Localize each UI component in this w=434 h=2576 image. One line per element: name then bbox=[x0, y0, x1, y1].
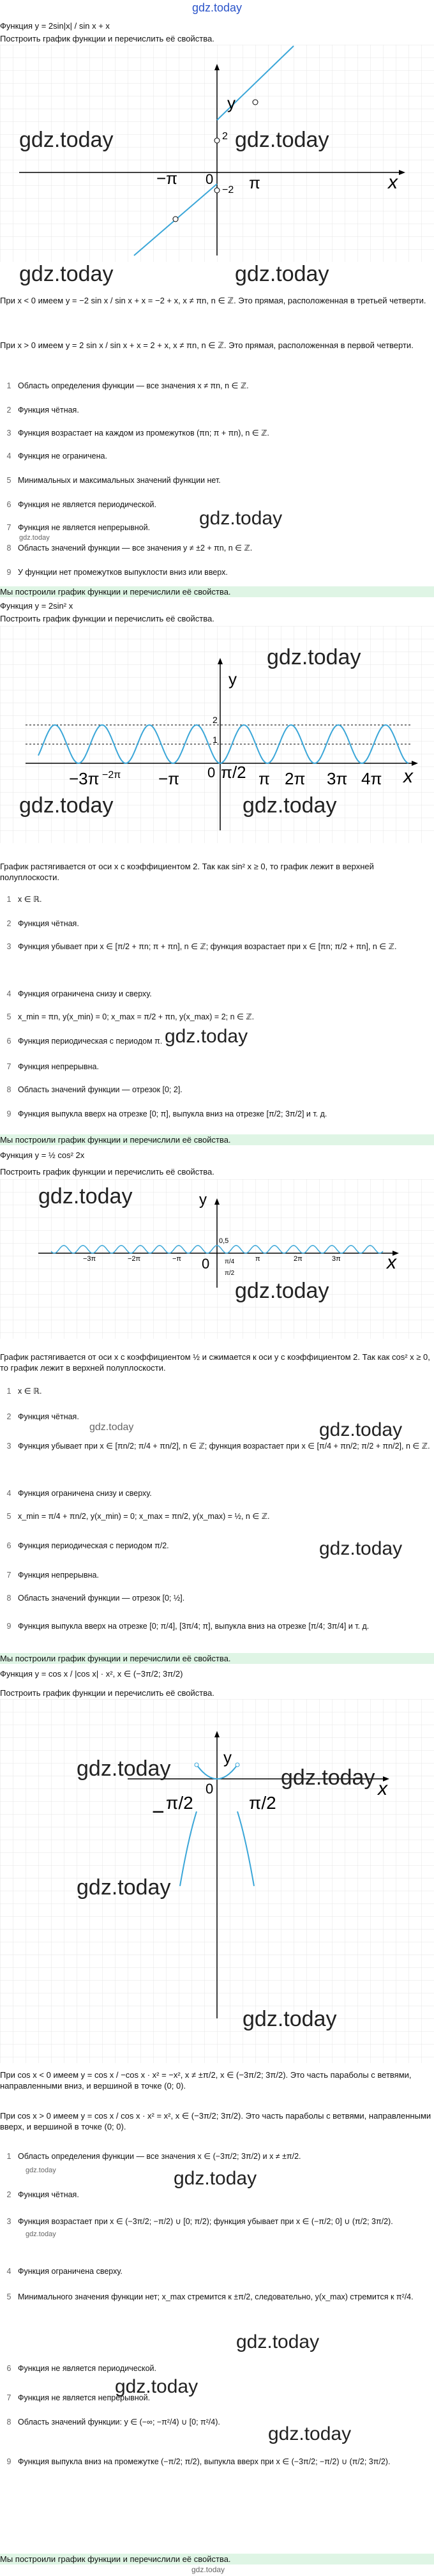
s2-conclusion: Мы построили график функции и перечислили её свойства. bbox=[0, 1134, 434, 1145]
s4-graph bbox=[0, 1699, 434, 2063]
s2-y-label: y bbox=[228, 669, 237, 689]
s3-task: Построить график функции и перечислить её свойства. bbox=[0, 1167, 214, 1177]
s2-tick: 3π bbox=[327, 769, 348, 788]
s3-item-3: 3 Функция убывает при x ∈ [πn/2; π/4 + πn/2], n ∈ ℤ; функция возрастает при x ∈ [π/4 + πn/2; π/2 + πn/2], n ∈ ℤ. bbox=[6, 1442, 430, 1451]
watermark: gdz.today bbox=[235, 1279, 329, 1303]
s3-y-label: y bbox=[199, 1191, 207, 1208]
s1-item-6: 6 Функция не является периодической. bbox=[6, 500, 156, 509]
s3-item-7: 7 Функция непрерывна. bbox=[6, 1571, 99, 1580]
s1-open-point-top bbox=[214, 138, 220, 143]
s2-tick: π bbox=[258, 769, 270, 788]
s3-tick-pi4: π/4 bbox=[225, 1258, 235, 1265]
s1-tick-pi: π bbox=[249, 173, 260, 192]
s2-tick-1: 1 bbox=[213, 735, 218, 745]
s2-item-2: 2 Функция чётная. bbox=[6, 919, 79, 928]
s2-tick: −3π bbox=[69, 769, 100, 788]
watermark: gdz.today bbox=[77, 1757, 171, 1781]
s3-item-6: 6 Функция периодическая с периодом π/2. bbox=[6, 1541, 169, 1550]
s1-open-point-bottom bbox=[214, 188, 220, 193]
s3-tick-pi2: π/2 bbox=[225, 1270, 235, 1277]
s2-tick: −π bbox=[158, 769, 180, 788]
s1-item-8: 8 Область значений функции — все значения y ≠ ±2 + πn, n ∈ ℤ. bbox=[6, 544, 253, 553]
s1-tick-2: 2 bbox=[222, 131, 228, 142]
s4-x-label: x bbox=[378, 1778, 387, 1799]
s2-paragraph-1: График растягивается от оси x с коэффициентом 2. Так как sin² x ≥ 0, то график лежит в верхней полуплоскости. bbox=[0, 862, 374, 882]
s2-item-8: 8 Область значений функции — отрезок [0; 2]. bbox=[6, 1085, 183, 1094]
s3-tick: −3π bbox=[83, 1255, 96, 1263]
watermark: gdz.today bbox=[235, 128, 329, 152]
s1-item-7: 7 Функция не является непрерывной. bbox=[6, 523, 151, 532]
s2-item-9: 9 Функция выпукла вверх на отрезке [0; π], выпукла вниз на отрезке [π/2; 3π/2] и т. д. bbox=[6, 1109, 327, 1118]
s1-item-2: 2 Функция чётная. bbox=[6, 406, 79, 415]
s1-task: Построить график функции и перечислить её свойства. bbox=[0, 34, 214, 43]
s2-origin: 0 bbox=[207, 765, 216, 781]
watermark: gdz.today bbox=[174, 2168, 257, 2189]
watermark: gdz.today bbox=[19, 534, 50, 542]
s4-open-point bbox=[195, 1763, 198, 1767]
s3-origin: 0 bbox=[202, 1256, 210, 1272]
watermark: gdz.today bbox=[191, 2565, 225, 2574]
s1-x-label: x bbox=[388, 172, 398, 193]
s1-open-point bbox=[253, 100, 258, 105]
s4-task: Построить график функции и перечислить её свойства. bbox=[0, 1688, 214, 1698]
watermark: gdz.today bbox=[165, 1026, 248, 1047]
s1-tick-minus-pi: −π bbox=[156, 169, 178, 188]
watermark: gdz.today bbox=[19, 793, 114, 818]
watermark: gdz.today bbox=[19, 128, 114, 152]
s2-item-7: 7 Функция непрерывна. bbox=[6, 1062, 99, 1071]
s3-item-5: 5 x_min = π/4 + πn/2, y(x_min) = 0; x_max = πn/2, y(x_max) = ½, n ∈ ℤ. bbox=[6, 1512, 270, 1521]
s4-paragraph-2: При cos x > 0 имеем y = cos x / cos x · x² = x², x ∈ (−3π/2; 3π/2). Это часть параболы с ветвями, направленными вверх, и вершиной в точке (0; 0). bbox=[0, 2111, 431, 2131]
s4-conclusion: Мы построили график функции и перечислили её свойства. bbox=[0, 2554, 434, 2565]
s3-tick: −2π bbox=[128, 1255, 141, 1263]
s4-item-8: 8 Область значений функции: y ∈ (−∞; −π²/4) ∪ [0; π²/4). bbox=[6, 2418, 220, 2427]
s2-tick: π/2 bbox=[221, 763, 246, 782]
s4-open-point bbox=[236, 1763, 239, 1767]
s1-paragraph-1: При x < 0 имеем y = −2 sin x / sin x + x = −2 + x, x ≠ πn, n ∈ ℤ. Это прямая, расположенная в третьей четверти. bbox=[0, 296, 426, 305]
s1-open-point bbox=[173, 217, 178, 222]
s3-x-label: x bbox=[387, 1252, 396, 1273]
watermark: gdz.today bbox=[281, 1765, 375, 1790]
s2-x-label: x bbox=[403, 766, 413, 787]
s1-item-9: 9 У функции нет промежутков выпуклости вниз или вверх. bbox=[6, 568, 228, 577]
s1-paragraph-2: При x > 0 имеем y = 2 sin x / sin x + x = 2 + x, x ≠ πn, n ∈ ℤ. Это прямая, расположенная в первой четверти. bbox=[0, 340, 414, 350]
s2-tick: 4π bbox=[361, 769, 382, 788]
s3-conclusion: Мы построили график функции и перечислили её свойства. bbox=[0, 1653, 434, 1664]
s3-tick: 3π bbox=[332, 1255, 341, 1263]
s3-tick: −π bbox=[172, 1255, 182, 1263]
watermark: gdz.today bbox=[319, 1538, 403, 1559]
s4-minus-sign: − bbox=[152, 1800, 165, 1824]
watermark: gdz.today bbox=[268, 2423, 352, 2444]
s4-item-3: 3 Функция возрастает при x ∈ (−3π/2; −π/2) ∪ [0; π/2); функция убывает при x ∈ (−π/2; 0] ∪ (π/2; 3π/2). bbox=[6, 2217, 393, 2226]
s4-y-label: y bbox=[223, 1748, 232, 1767]
watermark: gdz.today bbox=[77, 1875, 171, 1900]
s4-tick-pi2: π/2 bbox=[249, 1793, 276, 1813]
s4-paragraph-1: При cos x < 0 имеем y = cos x / −cos x · x² = −x², x ≠ ±π/2, x ∈ (−3π/2; 3π/2). Это часть параболы с ветвями, направленными вниз, и вершиной в точке (0; 0). bbox=[0, 2070, 412, 2091]
s2-item-3: 3 Функция убывает при x ∈ [π/2 + πn; π + πn], n ∈ ℤ; функция возрастает при x ∈ [πn; π/2 + πn], n ∈ ℤ. bbox=[6, 942, 397, 951]
s3-tick-half: 0,5 bbox=[219, 1237, 229, 1245]
s4-item-7: 7 Функция не является непрерывной. bbox=[6, 2393, 151, 2402]
watermark: gdz.today bbox=[236, 2331, 320, 2352]
s3-tick: 2π bbox=[294, 1255, 303, 1263]
watermark: gdz.today bbox=[26, 2230, 56, 2238]
site-header bbox=[0, 1, 434, 15]
watermark: gdz.today bbox=[267, 645, 361, 669]
site-logo[interactable]: gdz.today bbox=[191, 1, 243, 14]
s4-item-1: 1 Область определения функции — все значения x ∈ (−3π/2; 3π/2) и x ≠ ±π/2. bbox=[6, 2152, 301, 2161]
s2-item-1: 1 x ∈ ℝ. bbox=[6, 895, 42, 904]
watermark: gdz.today bbox=[115, 2376, 198, 2397]
watermark: gdz.today bbox=[243, 2007, 337, 2031]
s4-item-9: 9 Функция выпукла вниз на промежутке (−π/2; π/2), выпукла вверх при x ∈ (−3π/2; −π/2) ∪ (π/2; 3π/2). bbox=[6, 2457, 391, 2466]
s1-title: Функция y = 2sin|x| / sin x + x bbox=[0, 21, 110, 31]
s3-item-1: 1 x ∈ ℝ. bbox=[6, 1387, 42, 1396]
s3-item-9: 9 Функция выпукла вверх на отрезке [0; π/4], [3π/4; π], выпукла вниз на отрезке [π/4; 3π/4] и т. д. bbox=[6, 1622, 370, 1631]
s3-title: Функция y = ½ cos² 2x bbox=[0, 1150, 85, 1160]
s1-item-4: 4 Функция не ограничена. bbox=[6, 452, 107, 461]
watermark: gdz.today bbox=[235, 262, 329, 286]
s1-item-3: 3 Функция возрастает на каждом из промежутков (πn; π + πn), n ∈ ℤ. bbox=[6, 429, 269, 438]
s3-paragraph-1: График растягивается от оси x с коэффициентом ½ и сжимается к оси y с коэффициентом 2. Так как cos² x ≥ 0, то график лежит в верхней полуплоскости. bbox=[0, 1352, 430, 1373]
s4-item-4: 4 Функция ограничена сверху. bbox=[6, 2267, 123, 2276]
s1-origin: 0 bbox=[206, 171, 214, 187]
s1-item-5: 5 Минимальных и максимальных значений функции нет. bbox=[6, 476, 221, 485]
watermark: gdz.today bbox=[38, 1184, 133, 1208]
s3-item-4: 4 Функция ограничена снизу и сверху. bbox=[6, 1489, 152, 1498]
s1-item-1: 1 Область определения функции — все значения x ≠ πn, n ∈ ℤ. bbox=[6, 381, 249, 390]
watermark: gdz.today bbox=[319, 1419, 403, 1440]
s3-tick: π bbox=[255, 1255, 260, 1263]
s1-tick-minus-2: −2 bbox=[222, 185, 234, 195]
s4-item-5: 5 Минимального значения функции нет; x_max стремится к ±π/2, следовательно, y(x_max) стремится к π²/4. bbox=[6, 2292, 414, 2301]
s1-graph bbox=[0, 45, 434, 262]
s2-item-4: 4 Функция ограничена снизу и сверху. bbox=[6, 989, 152, 998]
watermark: gdz.today bbox=[199, 508, 283, 529]
s2-tick: 2π bbox=[285, 769, 306, 788]
watermark: gdz.today bbox=[89, 1422, 134, 1433]
s4-item-6: 6 Функция не является периодической. bbox=[6, 2364, 156, 2373]
s2-item-5: 5 x_min = πn, y(x_min) = 0; x_max = π/2 + πn, y(x_max) = 2; n ∈ ℤ. bbox=[6, 1012, 255, 1021]
s2-item-6: 6 Функция периодическая с периодом π. bbox=[6, 1037, 163, 1046]
s4-item-2: 2 Функция чётная. bbox=[6, 2190, 79, 2199]
watermark: gdz.today bbox=[26, 2167, 56, 2174]
s2-tick-2: 2 bbox=[213, 715, 218, 725]
s4-origin: 0 bbox=[206, 1781, 214, 1797]
watermark: gdz.today bbox=[19, 262, 114, 286]
s3-item-8: 8 Область значений функции — отрезок [0; ½]. bbox=[6, 1594, 185, 1603]
s2-task: Построить график функции и перечислить её свойства. bbox=[0, 614, 214, 623]
s2-title: Функция y = 2sin² x bbox=[0, 601, 73, 611]
s1-y-label: y bbox=[227, 93, 236, 112]
s2-tick: −2π bbox=[102, 770, 121, 781]
s3-item-2: 2 Функция чётная. bbox=[6, 1412, 79, 1421]
s4-title: Функция y = cos x / |cos x| · x², x ∈ (−3π/2; 3π/2) bbox=[0, 1669, 183, 1679]
watermark: gdz.today bbox=[243, 793, 337, 818]
s4-tick-minus-pi2: π/2 bbox=[166, 1793, 193, 1813]
s1-conclusion: Мы построили график функции и перечислили её свойства. bbox=[0, 586, 434, 597]
